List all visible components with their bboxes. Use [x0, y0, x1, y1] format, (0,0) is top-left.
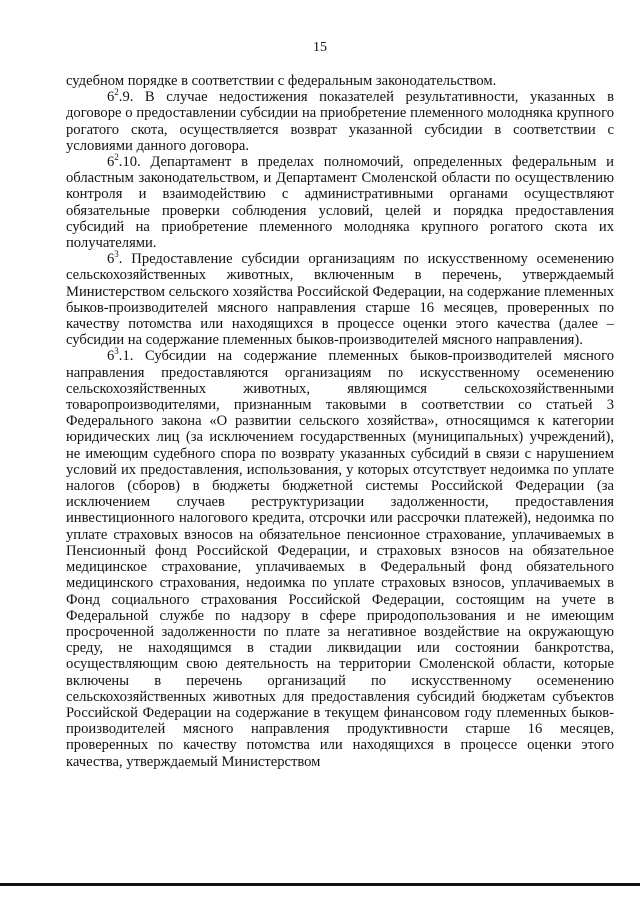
paragraph-6-2-10	[66, 154, 614, 251]
clause-number: $6^2.10$.	[107, 152, 141, 171]
clause-number: $6^3$.	[107, 249, 123, 268]
paragraph-text: Субсидии на содержание племенных быков-производителей мясного направления предоставляются организациям по искусственному осеменению сельскохозяйственных животных, являющимся сельскохозяйственными товаропроизводителями, признанным таковыми в соответствии со статьей 3 Федерального закона «О развитии сельского хозяйства», относящимся к категории юридических лиц (за исключением государственных (муниципальных) учреждений), не имеющим судебного спора по возврату указанных субсидий в связи с нарушением условий их предоставления, использования, у которых отсутствует недоимка по уплате налогов (сборов) в бюджеты бюджетной системы Российской Федерации (за исключением случаев реструктуризации задолженности, предоставления инвестиционного налогового кредита, отсрочки или рассрочки платежей), недоимка по уплате страховых взносов на обязательное пенсионное страхование, уплачиваемых в Пенсионный фонд Российской Федерации, и страховых взносов на обязательное медицинское страхование, уплачиваемых в Федеральный фонд обязательного медицинского страхования, недоимка по уплате страховых взносов, уплачиваемых в Фонд социального страхования Российской Федерации, состоящим на учете в Федеральной службе по надзору в сфере природопользования и не имеющим просроченной задолженности по плате за негативное воздействие на окружающую среду, не находящимся в стадии ликвидации или состоянии банкротства, осуществляющим свою деятельность на территории Смоленской области, которые включены в перечень организаций по искусственному осеменению сельскохозяйственных животных для предоставления субсидий бюджетам субъектов Российской Федерации на содержание в текущем финансовом году племенных быков-производителей мясного направления продуктивности старше 16 месяцев, проверенных по качеству потомства или находящихся в процессе оценки этого качества, утверждаемый Министерством	[66, 348, 614, 770]
bottom-rule	[0, 883, 640, 886]
paragraph-text: судебном порядке в соответствии с федеральным законодательством.	[66, 73, 497, 89]
clause-number: $6^2.9$.	[107, 87, 134, 106]
paragraph-6-3	[66, 251, 614, 348]
paragraph-text: Департамент в пределах полномочий, определенных федеральным и областным законодательством, и Департамент Смоленской области по осуществлению контроля и взаимодействию с административными органами осуществляют обязательные проверки соблюдения условий, целей и порядка предоставления субсидий на приобретение племенного молодняка крупного рогатого скота их получателями.	[66, 154, 614, 252]
paragraph-text: В случае недостижения показателей результативности, указанных в договоре о предоставлении субсидии на приобретение племенного молодняка крупного рогатого скота, осуществляется возврат указанной субсидии в соответствии с условиями данного договора.	[66, 89, 614, 154]
clause-number: $6^3.1$.	[107, 346, 134, 365]
page-number: 15	[313, 40, 327, 55]
paragraph-6-2-9	[66, 89, 614, 154]
document-body	[66, 73, 614, 770]
paragraph-continuation	[66, 73, 614, 89]
paragraph-text: Предоставление субсидии организациям по искусственному осеменению сельскохозяйственных животных, включенным в перечень, утверждаемый Министерством сельского хозяйства Российской Федерации, на содержание племенных быков-производителей мясного направления старше 16 месяцев, проверенных по качеству потомства или находящихся в процессе оценки этого качества (далее – субсидии на содержание племенных быков-производителей мясного направления).	[66, 251, 614, 349]
paragraph-6-3-1	[66, 348, 614, 769]
